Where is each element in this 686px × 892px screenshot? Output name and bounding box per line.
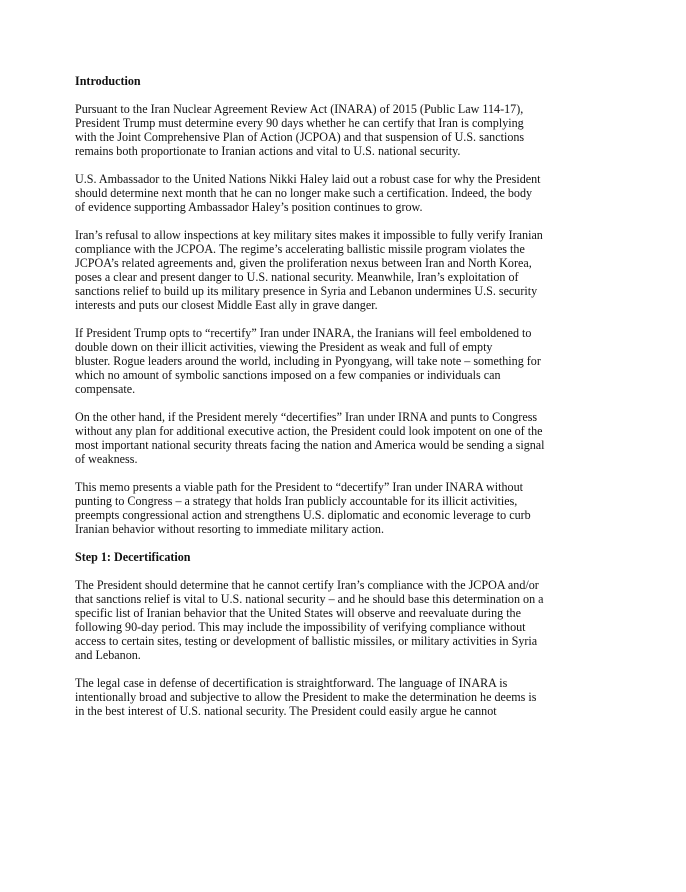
paragraph-line: preempts congressional action and strengthens U.S. diplomatic and economic leverage to curb [75,508,531,522]
paragraph-line: If President Trump opts to “recertify” Iran under INARA, the Iranians will feel emboldened to [75,326,532,340]
paragraph-line: should determine next month that he can no longer make such a certification. Indeed, the body [75,186,533,200]
intro-body [75,102,613,536]
paragraph-line: bluster. Rogue leaders around the world, including in Pyongyang, will take note – something for [75,354,541,368]
paragraph-line: President Trump must determine every 90 days whether he can certify that Iran is complying [75,116,524,130]
step1-heading: Step 1: Decertification [75,550,191,564]
paragraph-line: and Lebanon. [75,648,141,662]
paragraph-line: remains both proportionate to Iranian actions and vital to U.S. national security. [75,144,461,158]
paragraph-line: access to certain sites, testing or development of ballistic missiles, or military activities in Syria [75,634,538,648]
paragraph-line: The President should determine that he cannot certify Iran’s compliance with the JCPOA and/or [75,578,539,592]
paragraph-line: This memo presents a viable path for the President to “decertify” Iran under INARA without [75,480,524,494]
paragraph-line: compliance with the JCPOA. The regime’s accelerating ballistic missile program violates the [75,242,525,256]
paragraph-line: punting to Congress – a strategy that holds Iran publicly accountable for its illicit activities, [75,494,518,508]
paragraph-line: specific list of Iranian behavior that the United States will observe and reevaluate during the [75,606,521,620]
paragraph-line: JCPOA’s related agreements and, given the proliferation nexus between Iran and North Korea, [75,256,532,270]
paragraph [75,102,613,158]
paragraph-line: most important national security threats facing the nation and America would be sending a signal [75,438,545,452]
paragraph [75,480,613,536]
paragraph-line: with the Joint Comprehensive Plan of Action (JCPOA) and that suspension of U.S. sanctions [75,130,525,144]
paragraph-line: which no amount of symbolic sanctions imposed on a few companies or individuals can [75,368,501,382]
paragraph [75,228,613,312]
paragraph-line: in the best interest of U.S. national security. The President could easily argue he cannot [75,704,497,718]
paragraph [75,326,613,396]
paragraph-line: Iranian behavior without resorting to immediate military action. [75,522,384,536]
paragraph-line: compensate. [75,382,136,396]
paragraph [75,676,613,718]
paragraph-line: double down on their illicit activities, viewing the President as weak and full of empty [75,340,493,354]
paragraph-line: of evidence supporting Ambassador Haley’s position continues to grow. [75,200,423,214]
intro-heading: Introduction [75,74,141,88]
paragraph [75,578,613,662]
paragraph-line: following 90-day period. This may include the impossibility of verifying compliance without [75,620,526,634]
paragraph-line: The legal case in defense of decertification is straightforward. The language of INARA is [75,676,508,690]
paragraph-line: poses a clear and present danger to U.S. national security. Meanwhile, Iran’s exploitation of [75,270,519,284]
paragraph-line: interests and puts our closest Middle East ally in grave danger. [75,298,378,312]
paragraph-line: without any plan for additional executive action, the President could look impotent on one of the [75,424,543,438]
paragraph [75,172,613,214]
paragraph-line: that sanctions relief is vital to U.S. national security – and he should base this determination on a [75,592,544,606]
paragraph-line: intentionally broad and subjective to allow the President to make the determination he deems is [75,690,537,704]
memo-page [75,74,613,732]
step1-body [75,578,613,718]
paragraph-line: On the other hand, if the President merely “decertifies” Iran under IRNA and punts to Congress [75,410,538,424]
paragraph-line: Iran’s refusal to allow inspections at key military sites makes it impossible to fully verify Iranian [75,228,543,242]
paragraph-line: Pursuant to the Iran Nuclear Agreement Review Act (INARA) of 2015 (Public Law 114-17), [75,102,524,116]
paragraph-line: U.S. Ambassador to the United Nations Nikki Haley laid out a robust case for why the President [75,172,541,186]
paragraph-line: of weakness. [75,452,138,466]
paragraph [75,410,613,466]
paragraph-line: sanctions relief to build up its military presence in Syria and Lebanon undermines U.S. security [75,284,538,298]
